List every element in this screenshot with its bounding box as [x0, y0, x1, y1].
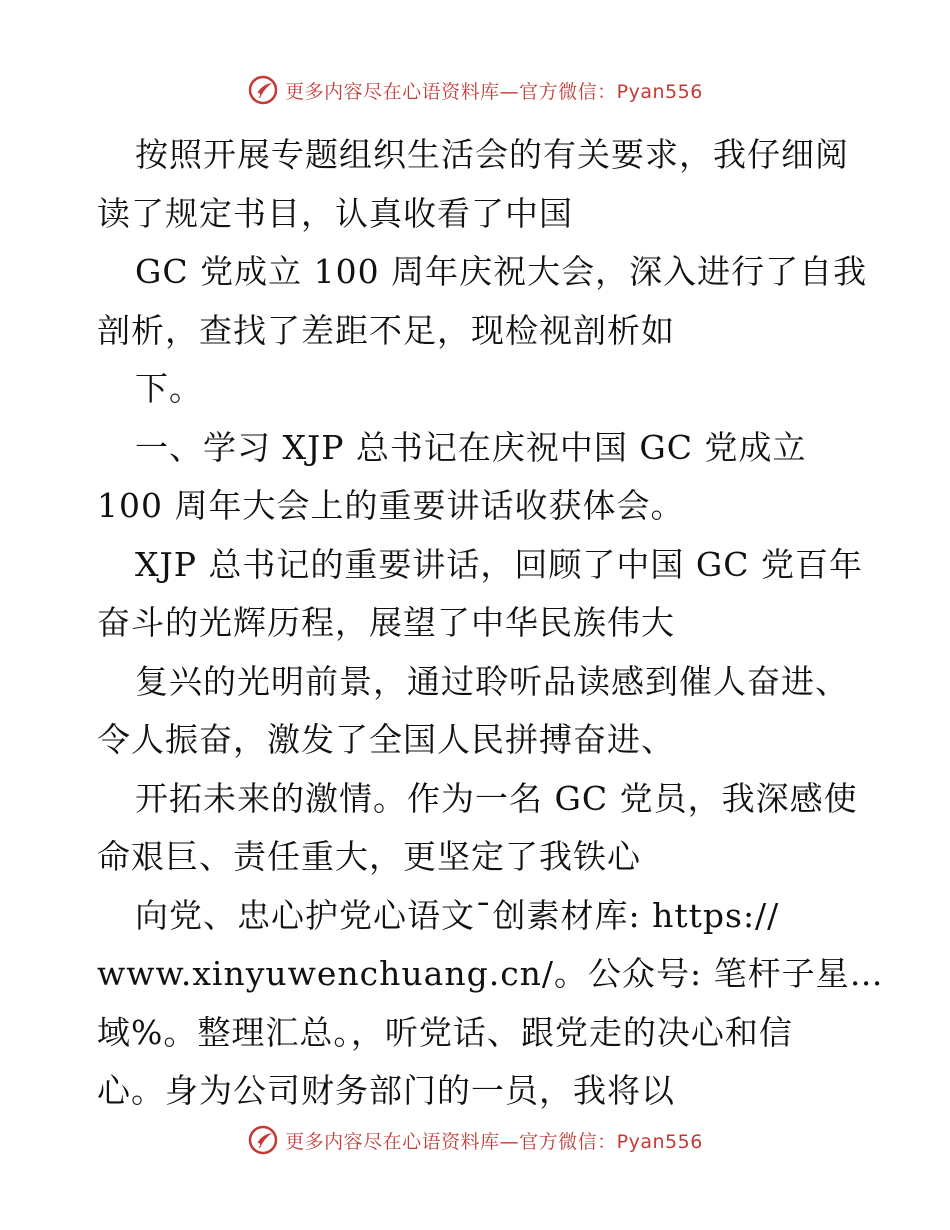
text-line: 开拓未来的激情。作为一名 GC 党员，我深感使 [135, 778, 858, 818]
text-line: 域%。整理汇总。，听党话、跟党走的决心和信 [97, 1012, 793, 1052]
text-line: 下。 [135, 369, 203, 408]
text-line: 奋斗的光辉历程，展望了中华民族伟大 [97, 603, 675, 642]
text-line: 剖析，查找了差距不足，现检视剖析如 [97, 310, 675, 350]
text-line: 心。身为公司财务部门的一员，我将以 [97, 1071, 675, 1110]
document-body [97, 126, 884, 1121]
text-line: 令人振奋，激发了全国人民拼搏奋进、 [97, 720, 675, 759]
text-line: 复兴的光明前景，通过聆听品读感到催人奋进、 [135, 661, 849, 701]
brand-logo-icon [247, 1124, 279, 1156]
text-line: XJP 总书记的重要讲话，回顾了中国 GC 党百年 [135, 544, 864, 584]
text-line: 读了规定书目，认真收看了中国 [97, 193, 573, 233]
footer-banner [0, 1122, 950, 1158]
section-heading-line: 100 周年大会上的重要讲话收获体会。 [97, 486, 685, 525]
text-line: 向党、忠心护党心语文¯创素材库: https:// [135, 895, 780, 935]
text-line: 按照开展专题组织生活会的有关要求，我仔细阅 [135, 135, 849, 174]
footer-banner-text: 更多内容尽在心语资料库—官方微信：Pyan556 [285, 1130, 703, 1153]
section-heading-line: 一、学习 XJP 总书记在庆祝中国 GC 党成立 [135, 427, 807, 467]
header-banner [0, 72, 950, 108]
brand-logo-icon [247, 74, 279, 106]
text-line: 命艰巨、责任重大，更坚定了我铁心 [97, 837, 641, 876]
header-banner-text: 更多内容尽在心语资料库—官方微信：Pyan556 [285, 80, 703, 103]
text-line: www.xinyuwenchuang.cn/。公众号: 笔杆子星… [97, 954, 884, 993]
text-line: GC 党成立 100 周年庆祝大会，深入进行了自我 [135, 252, 868, 291]
